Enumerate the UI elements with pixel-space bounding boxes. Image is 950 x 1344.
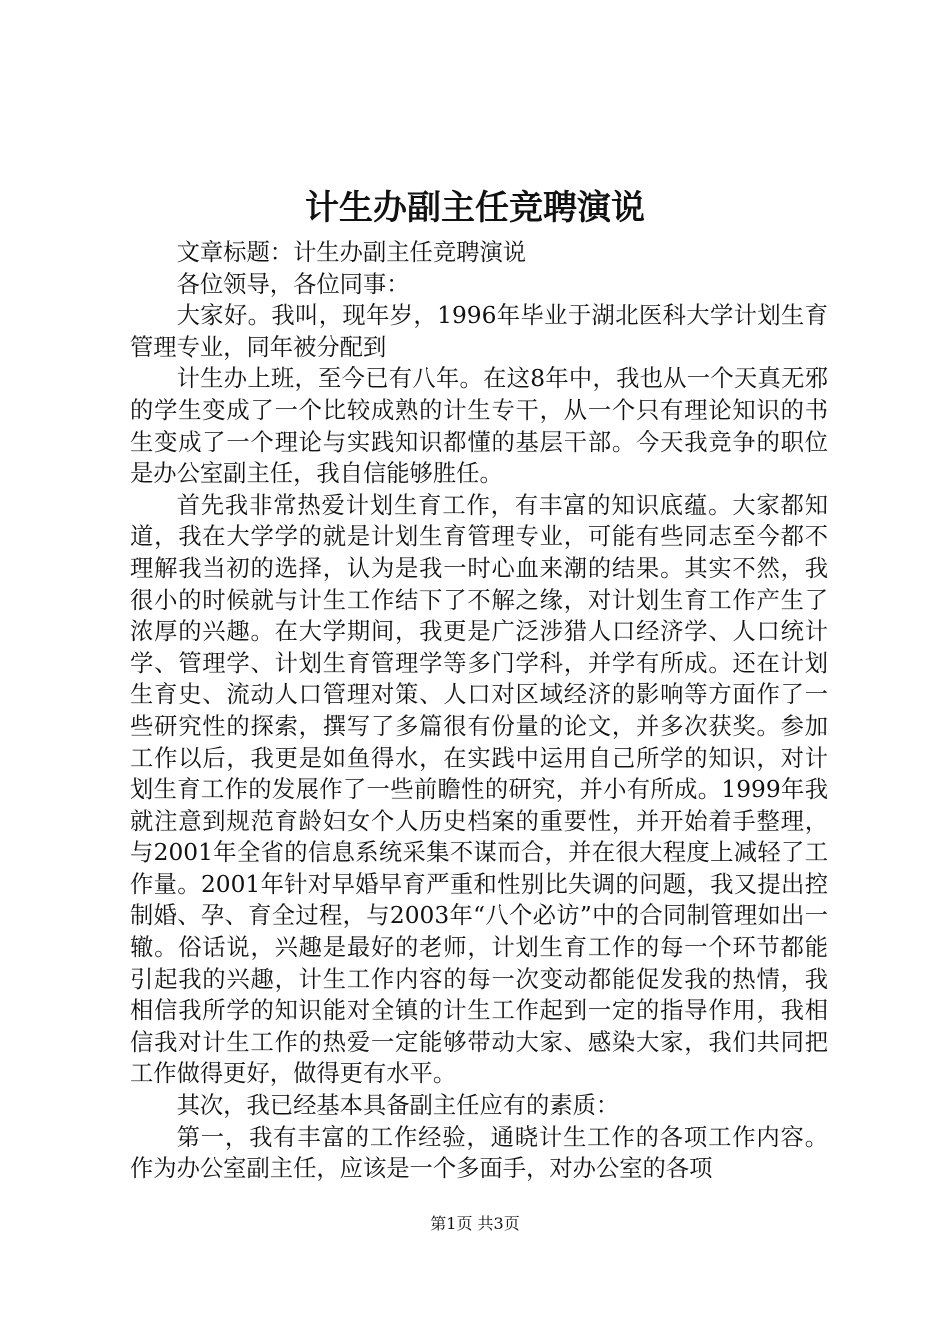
document-body — [130, 237, 828, 1185]
paragraph-passion: 首先我非常热爱计划生育工作，有丰富的知识底蕴。大家都知道，我在大学学的就是计划生育管理专业，可能有些同志至今都不理解我当初的选择，认为是我一时心血来潮的结果。其实不然，我很小的时候就与计生工作结下了不解之缘，对计划生育工作产生了浓厚的兴趣。在大学期间，我更是广泛涉猎人口经济学、人口统计学、管理学、计划生育管理学等多门学科，并学有所成。还在计划生育史、流动人口管理对策、人口对区域经济的影响等方面作了一些研究性的探索，撰写了多篇很有份量的论文，并多次获奖。参加工作以后，我更是如鱼得水，在实践中运用自己所学的知识，对计划生育工作的发展作了一些前瞻性的研究，并小有所成。1999年我就注意到规范育龄妇女个人历史档案的重要性，并开始着手整理，与2001年全省的信息系统采集不谋而合，并在很大程度上减轻了工作量。2001年针对早婚早育严重和性别比失调的问题，我又提出控制婚、孕、育全过程，与2003年“八个必访”中的合同制管理如出一辙。俗话说，兴趣是最好的老师，计划生育工作的每一个环节都能引起我的兴趣，计生工作内容的每一次变动都能促发我的热情，我相信我所学的知识能对全镇的计生工作起到一定的指导作用，我相信我对计生工作的热爱一定能够带动大家、感染大家，我们共同把工作做得更好，做得更有水平。 — [130, 491, 828, 1088]
paragraph-first-point: 第一，我有丰富的工作经验，通晓计生工作的各项工作内容。作为办公室副主任，应该是一个多面手，对办公室的各项 — [130, 1123, 828, 1183]
paragraph-salutation: 各位领导，各位同事： — [176, 270, 410, 298]
paragraph-introduction: 大家好。我叫，现年岁，1996年毕业于湖北医科大学计划生育管理专业，同年被分配到 — [130, 302, 828, 361]
page-footer: 第1页 共3页 — [430, 1214, 520, 1233]
paragraph-article-title: 文章标题：计生办副主任竞聘演说 — [176, 239, 527, 266]
paragraph-work-history: 计生办上班，至今已有八年。在这8年中，我也从一个天真无邪的学生变成了一个比较成熟的计生专干，从一个只有理论知识的书生变成了一个理论与实践知识都懂的基层干部。今天我竞争的职位是办公室副主任，我自信能够胜任。 — [130, 365, 828, 488]
paragraph-qualities-intro: 其次，我已经基本具备副主任应有的素质： — [176, 1092, 620, 1120]
document-title: 计生办副主任竞聘演说 — [305, 188, 645, 228]
